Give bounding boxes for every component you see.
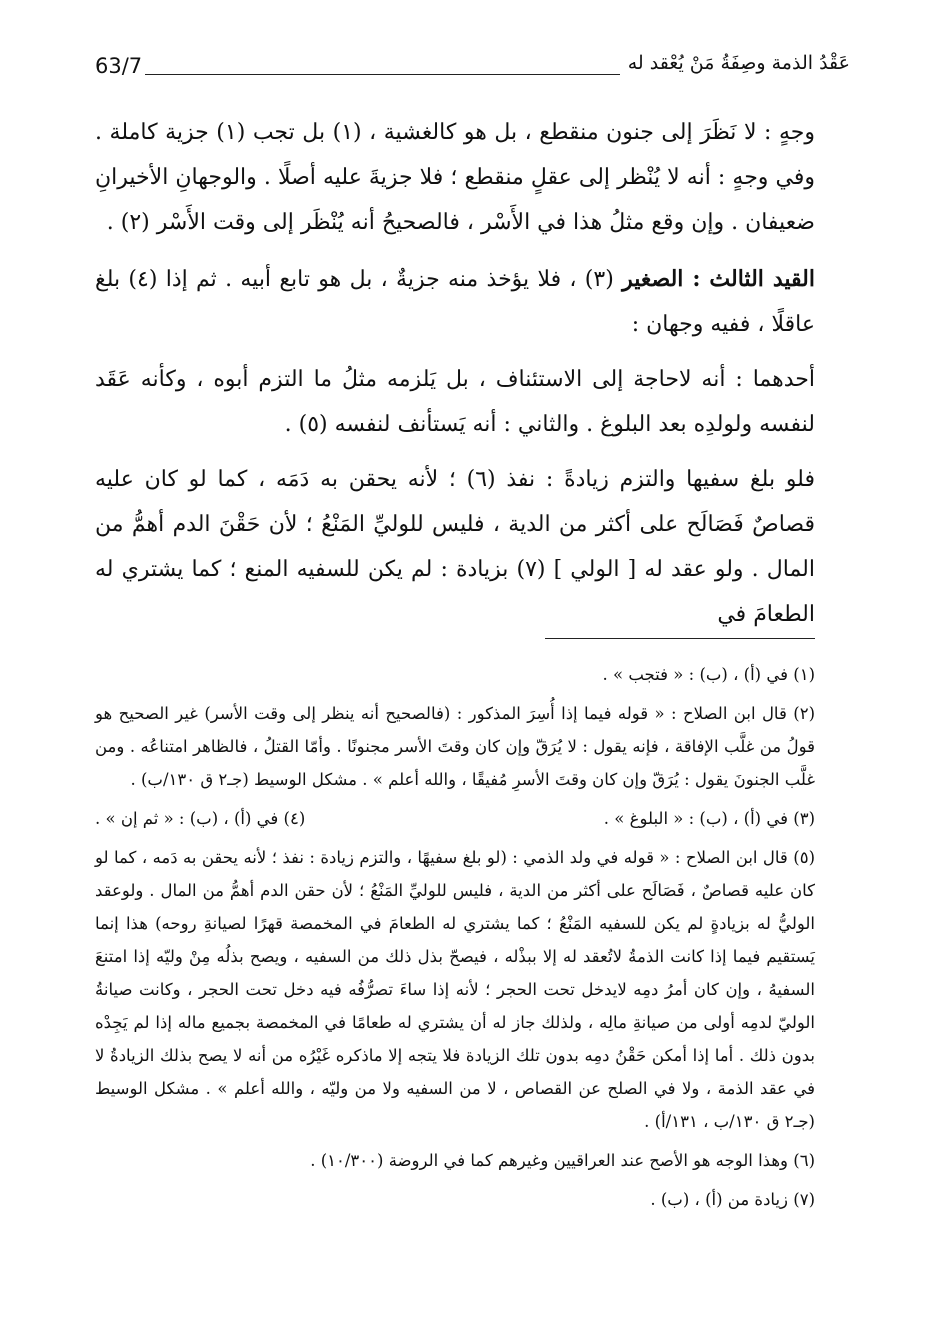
- paragraph-1: وجهٍ : لا نَظَرَ إلى جنون منقطع ، بل هو كالغشية ، (١) بل تجب (١) جزية كاملة . وفي وجهٍ : أنه لا يُنْظر إلى عقلٍ منقطع ؛ فلا جزيةَ عليه أصلًا . والوجهانِ الأخيرانِ ضعيفان . وإن وقع مثلُ هذا في الأَسْر ، فالصحيحُ أنه يُنْظَر إلى وقت الأَسْر (٢) .: [95, 120, 815, 235]
- footnote-7: (٧) زيادة من (أ) ، (ب) .: [650, 1190, 815, 1209]
- section-heading: القيد الثالث : الصغير: [622, 266, 815, 292]
- footnote-2: (٢) قال ابن الصلاح : « قوله فيما إذا أُسِرَ المذكور : (فالصحيح أنه ينظر إلى وقت الأسر) غير الصحيح هو قولُ من غلَّب الإفاقة ، فإنه يقول : لا يُرَقّ وإن كان وقتَ الأسر مجنونًا . وأمّا القتلُ ، فالظاهر امتناعُه . ومن غلَّب الجنونَ يقول : يُرَقّ وإن كان وقتَ الأسرِ مُفيقًا ، والله أعلم » . مشكل الوسيط (جـ٢ ق ١٣٠/ب) .: [95, 704, 815, 789]
- paragraph-2: [95, 257, 815, 347]
- main-text: [95, 110, 815, 647]
- footnotes: [95, 658, 815, 1222]
- page-header: [95, 52, 850, 86]
- footnote-6: (٦) وهذا الوجه هو الأصح عند العراقيين وغيرهم كما في الروضة (١٠/٣٠٠) .: [310, 1151, 815, 1170]
- footnote-row-3-4: [95, 802, 815, 835]
- footnote-1: (١) في (أ) ، (ب) : « فتجب » .: [602, 665, 815, 684]
- footnote-divider: [545, 638, 815, 639]
- paragraph-3: أحدهما : أنه لاحاجة إلى الاستئناف ، بل يَلزمه مثلُ ما التزم أبوه ، وكأنه عَقَد لنفسه ولولدِه بعد البلوغ . والثاني : أنه يَستأنف لنفسه (٥) .: [95, 367, 815, 437]
- footnote-4: (٤) في (أ) ، (ب) : « ثم إن » .: [95, 809, 306, 828]
- header-divider: [145, 74, 620, 75]
- footnote-3: (٣) في (أ) ، (ب) : « البلوغ » .: [603, 809, 815, 828]
- paragraph-4: فلو بلغ سفيها والتزم زيادةً : نفذ (٦) ؛ لأنه يحقن به دَمَه ، كما لو كان عليه قصاصٌ فَصَالَح على أكثر من الدية ، فليس للوليِّ المَنْعُ ؛ لأن حَقْنَ الدم أهمُّ من المال . ولو عقد له [ الولي ] (٧) بزيادة : لم يكن للسفيه المنع ؛ كما يشتري له الطعامَ في: [95, 467, 815, 627]
- running-title: عَقْدُ الذمة وصِفَةُ مَنْ يُعْقد له: [627, 52, 850, 74]
- footnote-5: (٥) قال ابن الصلاح : « قوله في ولد الذمي : (لو بلغ سفيهًا ، والتزم زيادة : نفذ ؛ لأنه يحقن به دَمه ، كما لو كان عليه قصاصٌ ، فَصَالَح على أكثر من الدية ، فليس للوليِّ المَنْعُ ؛ لأن حقن الدم أهمُّ من المال . ولوعقد الوليُّ له بزيادةٍ لم يكن للسفيه المَنْعُ ؛ كما يشتري له الطعامَ في المخمصة قهرًا لصيانةِ روحه) هذا إنما يَستقيم فيما إذا كانت الذمةُ لاتُعقد له إلا ببذْله ، فيصحّ بذل ذلك من السفيه ، ويصح بذلُه مِنْ وليّه إذا امتنعَ السفيهُ ، وإن كان أمرُ دمِه لايدخل تحت الحجر ؛ لأنه إذا ساءَ تصرُّفُه فيه دخل تحت الحجر ، وكانت صيانةُ الوليّ لدمِه أولى من صيانةِ مالِه ، ولذلك جاز له أن يشتري له طعامًا في المخمصة بجميع ماله إذا لم يَجِدْه بدون ذلك . أما إذا أمكن حَقْنُ دمِه بدون تلك الزيادة فلا يتجه إلا ماذكره غَيْرُه من أنه لا يصح بذلك الزيادةُ لا في عقد الذمة ، ولا في الصلح عن القصاص ، لا من السفيه ولا من وليّه ، والله أعلم » . مشكل الوسيط (جـ٢ ق ١٣٠/ب ، ١٣١/أ) .: [95, 848, 815, 1131]
- paragraph-2-text: (٣) ، فلا يؤخذ منه جزيةٌ ، بل هو تابع أبيه . ثم إذا (٤) بلغ عاقلًا ، ففيه وجهان :: [95, 267, 815, 337]
- page-number: 63/7: [95, 54, 143, 78]
